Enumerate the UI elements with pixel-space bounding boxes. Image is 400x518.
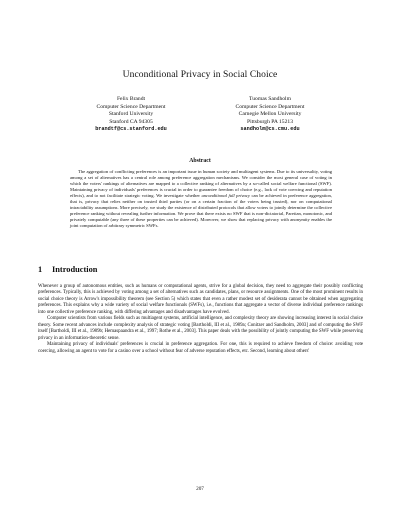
author-address: Stanford CA 94305 (109, 118, 153, 125)
paragraph: Computer scientists from various fields such as multiagent systems, artificial intelligence, and complexity theory are showing increasing interest in social choice theory. Some recent advances include complexity analysis of strategic voting [Bartholdi, III et al., 1989a; Conitzer and Sandholm, 2003] and of computing the SWF itself [Bartholdi, III et al., 1989b; Hemaspaandra et al., 1997; Rothe et al., 2003]. This paper deals with the possibility of jointly computing the SWF while preserving privacy in an information-theoretic sense. (38, 316, 363, 341)
author-email: sandholm@cs.cmu.edu (240, 126, 300, 133)
section-number: 1 (38, 265, 43, 274)
author-block-2 (205, 96, 335, 134)
author-dept: Computer Science Department (96, 103, 166, 110)
author-name: Tuomas Sandholm (249, 96, 291, 102)
abstract-text-end: can be achieved in preference aggregation, that is, privacy that relies neither on trusted third parties (or on a certain fraction of the voters being trusted), nor on computational intractability assumptions. More precisely, we study the existence of distributed protocols that allow voters to jointly determine the collective preference ranking without revealing further information. We prove that there exists no SWF that is non-dictatorial, Paretian, monotonic, and privately computable (any three of these properties can be achieved). Moreover, we show that replacing privacy with anonymity enables the joint computation of arbitrary symmetric SWFs. (70, 193, 332, 228)
author-address: Pittsburgh PA 15213 (246, 118, 293, 125)
paragraph: Maintaining privacy of individuals' preferences is crucial in preference aggregation. For one, this is required to achieve freedom of choice: avoiding vote coercing, allowing an agent to vote for a casino over a school without fear of adverse reputation effects, etc. Second, learning about others' (38, 342, 363, 354)
author-institution: Carnegie Mellon University (238, 111, 302, 118)
author-email: brandtf@cs.stanford.edu (95, 126, 167, 133)
body-text (38, 284, 363, 355)
paragraph: Whenever a group of autonomous entities, such as humans or computational agents, strive for a global decision, they need to aggregate their possibly conflicting preferences. Typically, this is achieved by voting among a set of alternatives such as candidates, plans, or resource assignments. One of the most prominent results in social choice theory is Arrow's impossibility theorem (see Section 5) which states that even a rather modest set of desiderata cannot be obtained when aggregating preferences. This explains why a wide variety of social welfare functionals (SWFs), i.e., functions that aggregate a vector of diverse individual preference rankings into one collective preference ranking, with differing advantages and disadvantages have evolved. (38, 284, 363, 315)
abstract-text-start: The aggregation of conflicting preferences is an important issue in human society and multiagent systems. Due to its universality, voting among a set of alternatives has a central role among preference aggregation mechanisms. We consider the most general case of voting in which the voters' rankings of alternatives are mapped to a collective ranking of alternatives by a so-called social welfare functional (SWF). Maintaining privacy of individuals' preferences is crucial in order to guarantee freedom of choice (e.g., lack of vote coercing and reputation effects), and to not facilitate strategic voting. We investigate whether (70, 169, 332, 198)
author-block-1 (66, 96, 196, 134)
abstract-emphasis: unconditional full privacy (201, 193, 250, 198)
author-name: Felix Brandt (116, 96, 146, 102)
author-dept: Computer Science Department (235, 103, 305, 110)
page-number: 207 (196, 486, 204, 492)
abstract-heading: Abstract (189, 158, 211, 164)
section-title: Introduction (52, 265, 98, 274)
section-heading (38, 265, 97, 274)
author-institution: Stanford University (108, 111, 154, 118)
paper-title: Unconditional Privacy in Social Choice (122, 70, 278, 80)
abstract-text (70, 169, 332, 229)
